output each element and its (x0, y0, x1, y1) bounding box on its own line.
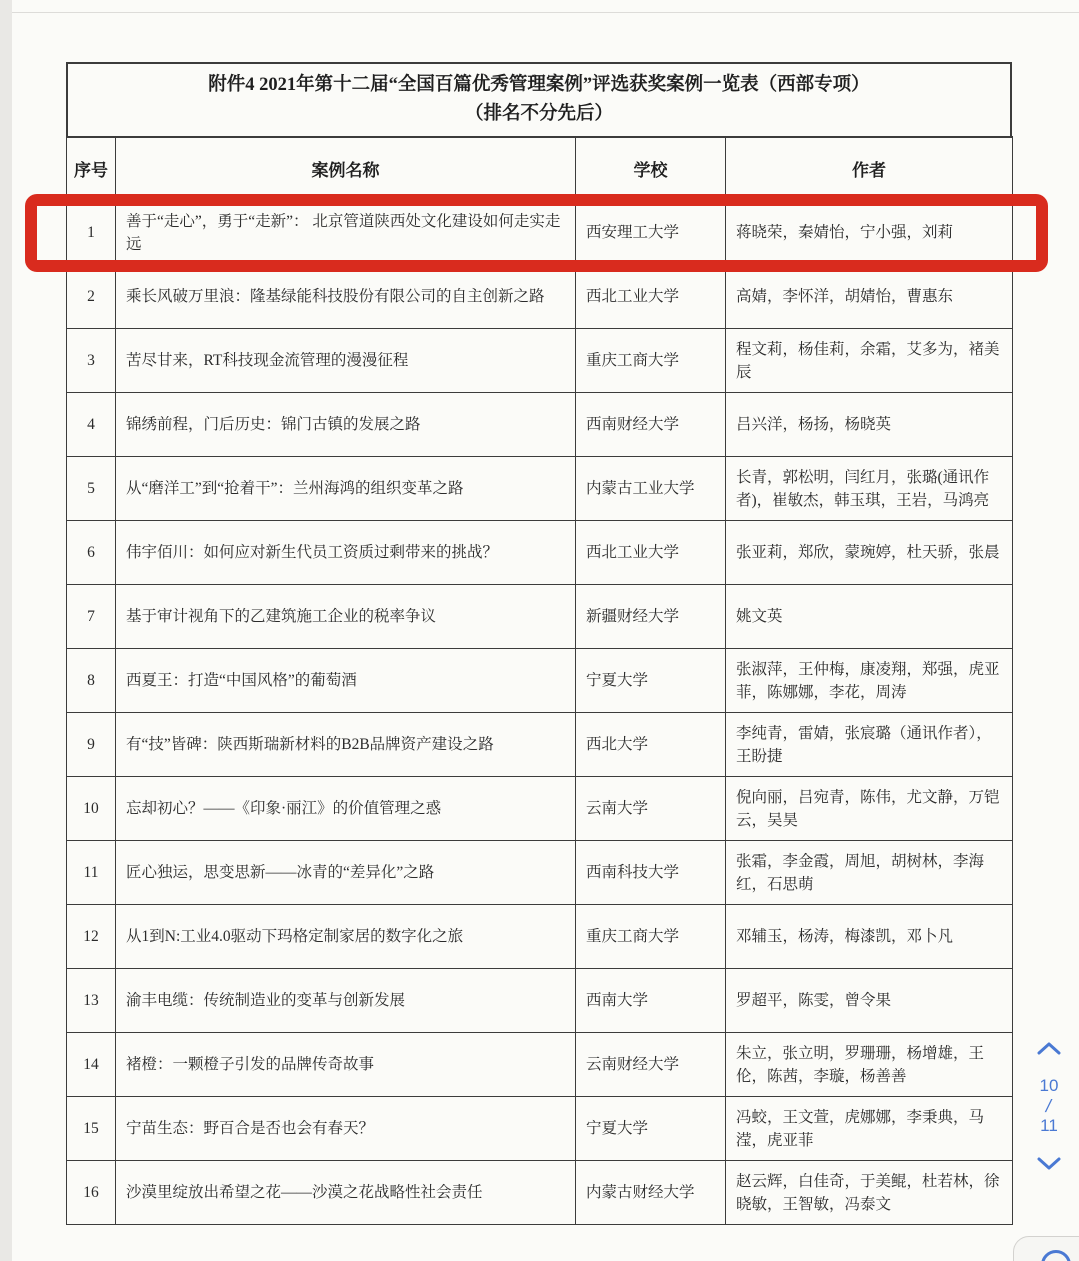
cell-case-name: 苦尽甘来，RT科技现金流管理的漫漫征程 (116, 329, 576, 393)
cell-no: 12 (67, 905, 116, 969)
floating-toolbar-button[interactable] (1013, 1236, 1079, 1261)
cell-case-name: 从“磨洋工”到“抢着干”：兰州海鸿的组织变革之路 (116, 457, 576, 521)
cell-case-name: 褚橙：一颗橙子引发的品牌传奇故事 (116, 1033, 576, 1097)
cell-school: 云南财经大学 (576, 1033, 726, 1097)
cell-no: 9 (67, 713, 116, 777)
cell-authors: 吕兴洋，杨扬，杨晓英 (726, 393, 1013, 457)
current-page-number: 10 (1039, 1076, 1059, 1095)
cell-no: 7 (67, 585, 116, 649)
cell-authors: 张淑萍，王仲梅，康凌翔，郑强，虎亚菲，陈娜娜，李花，周涛 (726, 649, 1013, 713)
cell-case-name: 有“技”皆碑：陕西斯瑞新材料的B2B品牌资产建设之路 (116, 713, 576, 777)
table-row (67, 585, 1013, 649)
table-row (67, 201, 1013, 265)
cell-case-name: 从1到N:工业4.0驱动下玛格定制家居的数字化之旅 (116, 905, 576, 969)
cell-case-name: 伟宇佰川：如何应对新生代员工资质过剩带来的挑战？ (116, 521, 576, 585)
cell-school: 西北大学 (576, 713, 726, 777)
table-row (67, 841, 1013, 905)
document-title-line2: （排名不分先后） (464, 103, 613, 124)
page-indicator[interactable] (1040, 1076, 1059, 1136)
cell-no: 11 (67, 841, 116, 905)
cell-no: 5 (67, 457, 116, 521)
cases-table (66, 136, 1013, 1225)
cell-no: 6 (67, 521, 116, 585)
cell-authors: 罗超平，陈雯，曾令果 (726, 969, 1013, 1033)
table-row (67, 713, 1013, 777)
cell-school: 宁夏大学 (576, 649, 726, 713)
table-row (67, 777, 1013, 841)
cell-authors: 倪向丽，吕宛青，陈伟，尤文静，万铠云，吴昊 (726, 777, 1013, 841)
scanned-document (66, 62, 1012, 1225)
cell-authors: 邓辅玉，杨涛，梅漆凯，邓卜凡 (726, 905, 1013, 969)
cell-no: 3 (67, 329, 116, 393)
page-navigator (1026, 1040, 1072, 1172)
total-page-number: 11 (1040, 1116, 1058, 1135)
cell-case-name: 善于“走心”，勇于“走新”： 北京管道陕西处文化建设如何走实走远 (116, 201, 576, 265)
cell-authors: 程文莉，杨佳莉，余霜，艾多为，褚美辰 (726, 329, 1013, 393)
cell-case-name: 西夏王：打造“中国风格”的葡萄酒 (116, 649, 576, 713)
cell-no: 8 (67, 649, 116, 713)
cell-no: 10 (67, 777, 116, 841)
cell-no: 15 (67, 1097, 116, 1161)
header-no: 序号 (67, 137, 116, 201)
cell-authors: 张霜，李金霞，周旭，胡树林，李海红，石思萌 (726, 841, 1013, 905)
cell-case-name: 忘却初心？——《印象·丽江》的价值管理之惑 (116, 777, 576, 841)
page-top-edge-line (12, 12, 1079, 13)
chevron-up-icon[interactable] (1035, 1040, 1063, 1058)
cell-no: 14 (67, 1033, 116, 1097)
cell-case-name: 基于审计视角下的乙建筑施工企业的税率争议 (116, 585, 576, 649)
table-row (67, 969, 1013, 1033)
cell-no: 16 (67, 1161, 116, 1225)
cell-school: 西南财经大学 (576, 393, 726, 457)
cell-authors: 高婧，李怀洋，胡婧怡，曹惠东 (726, 265, 1013, 329)
cell-school: 西南科技大学 (576, 841, 726, 905)
document-title-line1: 附件4 2021年第十二届“全国百篇优秀管理案例”评选获奖案例一览表（西部专项） (208, 75, 870, 95)
page-edge-shadow (0, 0, 12, 1261)
cell-school: 新疆财经大学 (576, 585, 726, 649)
cell-authors: 姚文英 (726, 585, 1013, 649)
cell-case-name: 锦绣前程，门后历史：锦门古镇的发展之路 (116, 393, 576, 457)
cell-school: 西安理工大学 (576, 201, 726, 265)
cell-authors: 张亚莉，郑欣，蒙琬婷，杜天骄，张晨 (726, 521, 1013, 585)
table-row (67, 649, 1013, 713)
table-row (67, 1097, 1013, 1161)
cell-case-name: 渝丰电缆：传统制造业的变革与创新发展 (116, 969, 576, 1033)
cell-authors: 朱立，张立明，罗珊珊，杨增雄，王伦，陈茜，李璇，杨善善 (726, 1033, 1013, 1097)
table-row (67, 393, 1013, 457)
cell-no: 2 (67, 265, 116, 329)
cell-school: 内蒙古财经大学 (576, 1161, 726, 1225)
cell-no: 1 (67, 201, 116, 265)
cell-authors: 蒋晓荣，秦婧怡，宁小强，刘莉 (726, 201, 1013, 265)
table-row (67, 265, 1013, 329)
page-separator: / (1044, 1096, 1054, 1116)
header-case-name: 案例名称 (116, 137, 576, 201)
cell-school: 重庆工商大学 (576, 329, 726, 393)
table-row (67, 905, 1013, 969)
document-title-box (66, 62, 1012, 138)
header-authors: 作者 (726, 137, 1013, 201)
cell-authors: 长青，郭松明，闫红月，张璐(通讯作者)，崔敏杰，韩玉琪，王岩，马鸿亮 (726, 457, 1013, 521)
cell-school: 云南大学 (576, 777, 726, 841)
cell-case-name: 宁苗生态：野百合是否也会有春天？ (116, 1097, 576, 1161)
cell-school: 西北工业大学 (576, 521, 726, 585)
cell-case-name: 沙漠里绽放出希望之花——沙漠之花战略性社会责任 (116, 1161, 576, 1225)
cell-school: 西北工业大学 (576, 265, 726, 329)
table-row (67, 457, 1013, 521)
cell-authors: 赵云辉，白佳奇，于美鲲，杜若林，徐晓敏，王智敏，冯泰文 (726, 1161, 1013, 1225)
table-row (67, 1033, 1013, 1097)
cases-table-body (67, 201, 1013, 1225)
cell-case-name: 乘长风破万里浪：隆基绿能科技股份有限公司的自主创新之路 (116, 265, 576, 329)
cell-case-name: 匠心独运，思变思新——冰青的“差异化”之路 (116, 841, 576, 905)
cell-no: 4 (67, 393, 116, 457)
table-header-row (67, 137, 1013, 201)
cell-school: 宁夏大学 (576, 1097, 726, 1161)
cell-school: 内蒙古工业大学 (576, 457, 726, 521)
cell-school: 重庆工商大学 (576, 905, 726, 969)
circle-icon (1041, 1250, 1071, 1261)
cell-school: 西南大学 (576, 969, 726, 1033)
chevron-down-icon[interactable] (1035, 1154, 1063, 1172)
cell-no: 13 (67, 969, 116, 1033)
header-school: 学校 (576, 137, 726, 201)
table-row (67, 521, 1013, 585)
table-row (67, 1161, 1013, 1225)
cell-authors: 李纯青，雷婧，张宸璐（通讯作者），王盼捷 (726, 713, 1013, 777)
cell-authors: 冯蛟，王文萱，虎娜娜，李秉典，马滢，虎亚菲 (726, 1097, 1013, 1161)
table-row (67, 329, 1013, 393)
